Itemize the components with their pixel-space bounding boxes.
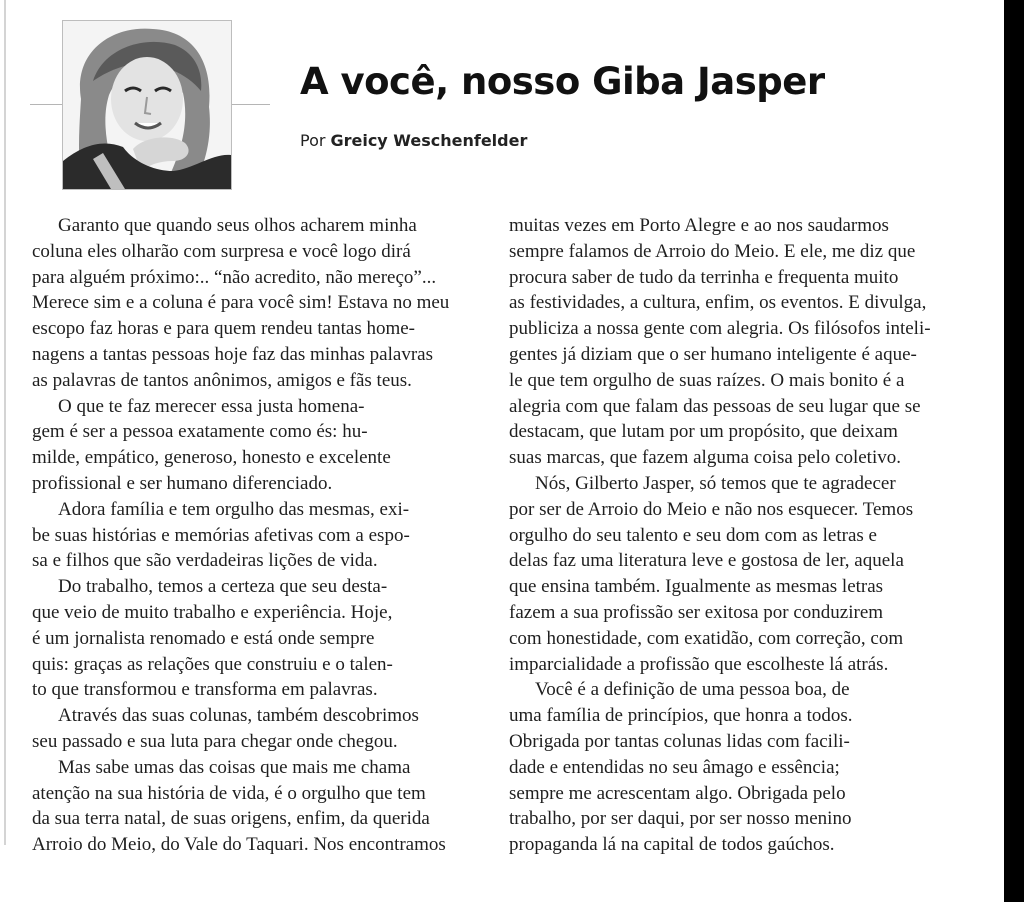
article-column-right	[509, 213, 969, 858]
article-text-line: fazem a sua profissão ser exitosa por conduzirem	[509, 601, 884, 623]
article-column-left	[32, 213, 487, 858]
article-text-line: Obrigada por tantas colunas lidas com facili-	[509, 730, 850, 752]
article-text-line: Nós, Gilberto Jasper, só temos que te agradecer	[535, 472, 896, 494]
header-rule-right	[232, 104, 270, 105]
article-text-line: quis: graças as relações que construiu e o talen-	[32, 653, 393, 675]
byline-prefix: Por	[300, 131, 326, 150]
article-text-line: be suas histórias e memórias afetivas com a espo-	[32, 524, 410, 546]
article-text-line: trabalho, por ser daqui, por ser nosso menino	[509, 808, 852, 830]
article-text-line: muitas vezes em Porto Alegre e ao nos saudarmos	[509, 215, 889, 236]
article-text-line: que ensina também. Igualmente as mesmas letras	[509, 576, 884, 598]
right-edge-border	[1004, 0, 1024, 902]
article-text-line: suas marcas, que fazem alguma coisa pelo coletivo.	[509, 447, 901, 469]
article-text-line: Do trabalho, temos a certeza que seu desta-	[58, 576, 388, 598]
article-text-line: uma família de princípios, que honra a todos.	[509, 705, 853, 727]
article-text-line: milde, empático, generoso, honesto e excelente	[32, 447, 391, 469]
article-text-line: Arroio do Meio, do Vale do Taquari. Nos encontramos	[32, 834, 446, 856]
article-text-line: Através das suas colunas, também descobrimos	[58, 705, 419, 727]
article-text-line: escopo faz horas e para quem rendeu tantas home-	[32, 318, 415, 340]
article-text-line: dade e entendidas no seu âmago e essência;	[509, 756, 840, 778]
article-text-line: profissional e ser humano diferenciado.	[32, 472, 333, 494]
article-text-line: atenção na sua história de vida, é o orgulho que tem	[32, 782, 426, 804]
article-text-line: gentes já diziam que o ser humano inteligente é aque-	[509, 343, 917, 365]
article-text-line: da sua terra natal, de suas origens, enfim, da querida	[32, 808, 430, 830]
article-text-line: Garanto que quando seus olhos acharem minha	[58, 215, 417, 236]
article-text-line: as festividades, a cultura, enfim, os eventos. E divulga,	[509, 292, 927, 314]
article-text-line: alegria com que falam das pessoas de seu lugar que se	[509, 395, 921, 417]
article-text-line: O que te faz merecer essa justa homena-	[58, 395, 365, 417]
article-text-line: imparcialidade a profissão que escolheste lá atrás.	[509, 653, 889, 675]
article-text-line: procura saber de tudo da terrinha e frequenta muito	[509, 266, 899, 288]
left-margin-rule	[4, 0, 6, 845]
article-text-line: coluna eles olharão com surpresa e você logo dirá	[32, 240, 411, 262]
article-text-line: sempre falamos de Arroio do Meio. E ele, me diz que	[509, 240, 916, 262]
article-text-line: por ser de Arroio do Meio e não nos esquecer. Temos	[509, 498, 914, 520]
article-text-line: Mas sabe umas das coisas que mais me chama	[58, 756, 411, 778]
article-text-line: Adora família e tem orgulho das mesmas, exi-	[58, 498, 410, 520]
article-text-line: que veio de muito trabalho e experiência. Hoje,	[32, 601, 393, 623]
article-text-line: delas faz uma literatura leve e gostosa de ler, aquela	[509, 550, 904, 572]
byline-author: Greicy Weschenfelder	[330, 131, 528, 150]
article-text-line: gem é ser a pessoa exatamente como és: hu-	[32, 421, 368, 443]
article-headline: A você, nosso Giba Jasper	[300, 60, 825, 103]
article-text-line: sa e filhos que são verdadeiras lições de vida.	[32, 550, 378, 572]
header-rule-left	[30, 104, 62, 105]
article-byline	[300, 131, 527, 150]
article-text-line: publiciza a nossa gente com alegria. Os filósofos inteli-	[509, 318, 931, 340]
article-text-line: sempre me acrescentam algo. Obrigada pelo	[509, 782, 846, 804]
article-text-line: Merece sim e a coluna é para você sim! Estava no meu	[32, 292, 450, 314]
article-text-line: para alguém próximo:.. “não acredito, não mereço”...	[32, 266, 437, 288]
article-text-line: é um jornalista renomado e está onde sempre	[32, 627, 375, 649]
article-text-line: nagens a tantas pessoas hoje faz das minhas palavras	[32, 343, 433, 365]
article-text-line: destacam, que lutam por um propósito, que deixam	[509, 421, 898, 443]
article-text-line: seu passado e sua luta para chegar onde chegou.	[32, 730, 398, 752]
article-text-line: orgulho do seu talento e seu dom com as letras e	[509, 524, 877, 546]
article-text-line: Você é a definição de uma pessoa boa, de	[535, 679, 850, 701]
article-text-line: to que transformou e transforma em palavras.	[32, 679, 378, 701]
article-text-line: as palavras de tantos anônimos, amigos e fãs teus.	[32, 369, 412, 391]
author-photo	[62, 20, 232, 190]
article-text-line: le que tem orgulho de suas raízes. O mais bonito é a	[509, 369, 905, 391]
article-text-line: propaganda lá na capital de todos gaúchos.	[509, 834, 835, 856]
author-portrait-illustration	[63, 21, 231, 189]
article-text-line: com honestidade, com exatidão, com correção, com	[509, 627, 904, 649]
